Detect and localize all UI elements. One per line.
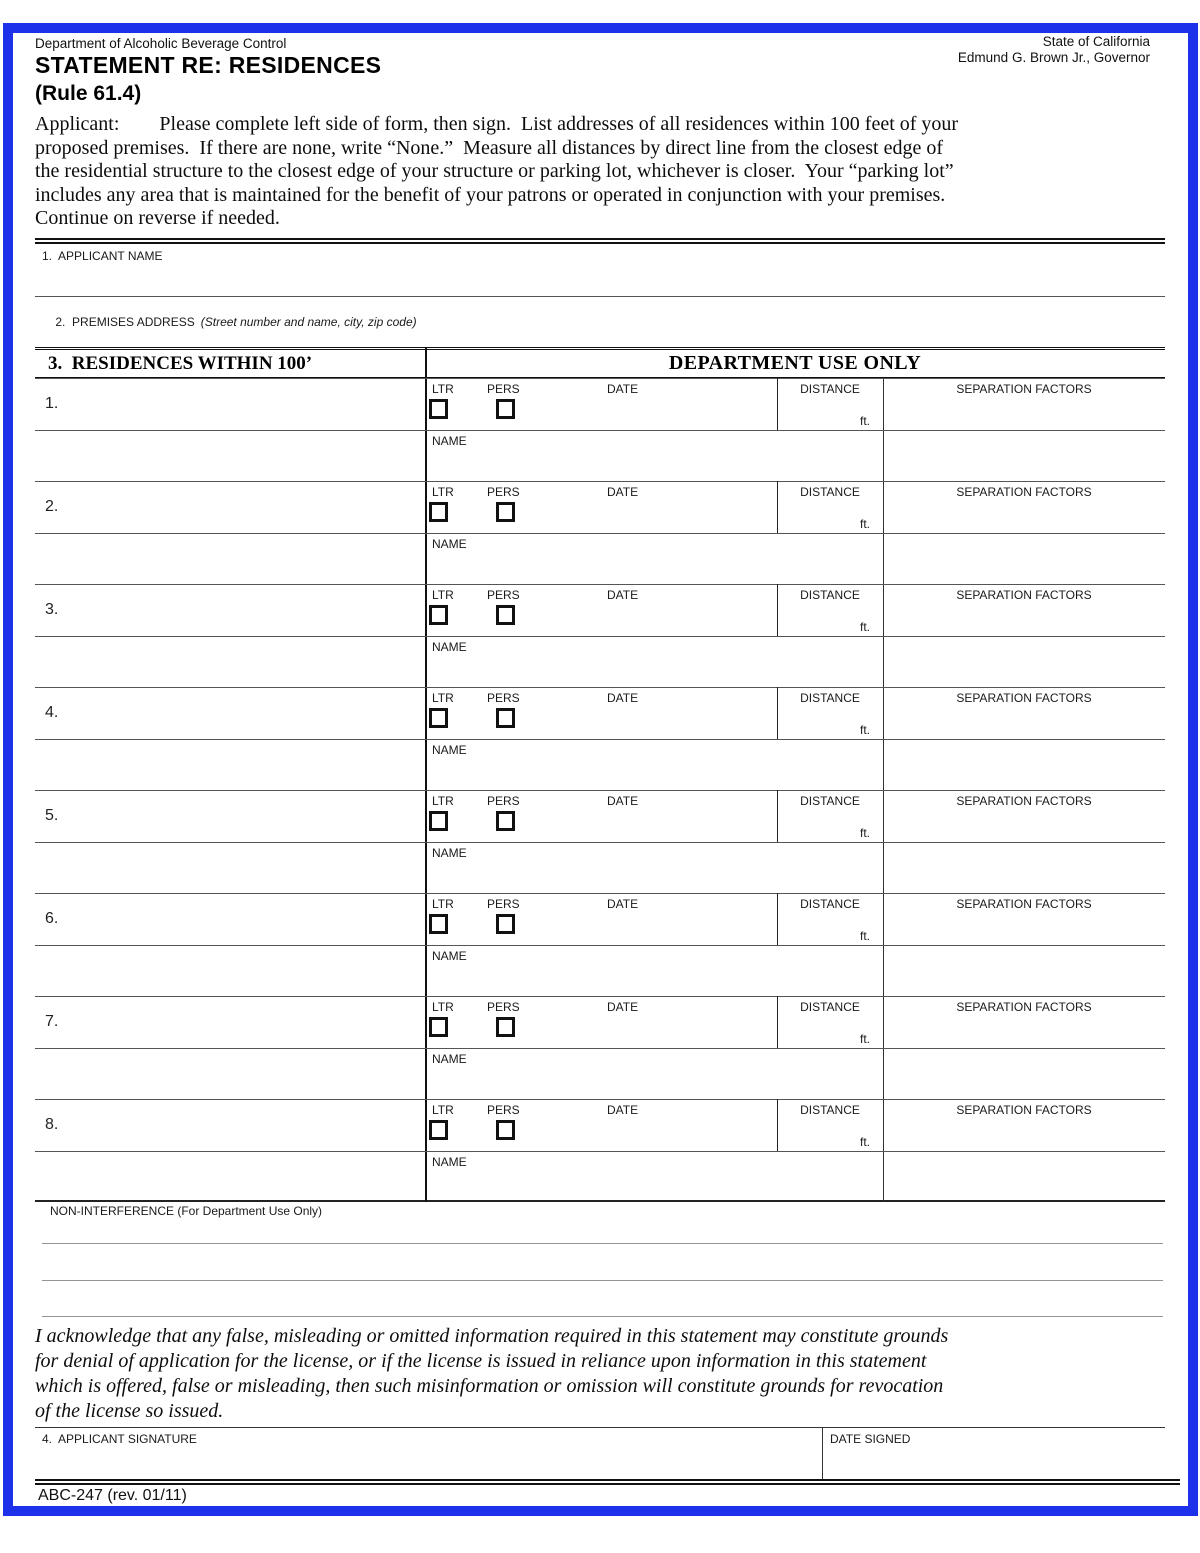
ltr-label: LTR <box>432 1103 454 1117</box>
row-6-name-field[interactable] <box>427 963 881 993</box>
row-1-date-field[interactable] <box>575 396 775 428</box>
residence-5-address-field[interactable] <box>35 792 422 891</box>
distance-label: DISTANCE <box>800 588 860 602</box>
residence-3-address-field[interactable] <box>35 586 422 685</box>
residence-row-number: 6. <box>45 910 59 927</box>
acknowledgment-line: which is offered, false or misleading, then such misinformation or omission will constitute grounds for revocation <box>35 1375 944 1397</box>
instructions-divider-rule <box>35 238 1165 244</box>
residence-row-3 <box>35 584 1165 687</box>
pers-checkbox[interactable] <box>496 811 515 831</box>
pers-checkbox[interactable] <box>496 399 515 419</box>
state-line: State of California <box>1042 34 1150 49</box>
governor-line: Edmund G. Brown Jr., Governor <box>957 50 1150 65</box>
premises-address-label-text: 2. PREMISES ADDRESS <box>55 315 195 329</box>
ltr-label: LTR <box>432 485 454 499</box>
row-4-separation-factors-field[interactable] <box>885 703 1163 787</box>
ltr-label: LTR <box>432 691 454 705</box>
page-title: STATEMENT RE: RESIDENCES <box>35 52 382 78</box>
name-label: NAME <box>432 434 467 448</box>
ltr-checkbox[interactable] <box>429 1017 448 1037</box>
row-8-name-field[interactable] <box>427 1169 881 1199</box>
non-interference-writing-line <box>42 1243 1163 1244</box>
row-5-name-field[interactable] <box>427 860 881 890</box>
rule-subtitle: (Rule 61.4) <box>35 82 142 105</box>
pers-label: PERS <box>487 485 520 499</box>
applicant-name-label: 1. APPLICANT NAME <box>42 249 163 263</box>
distance-label: DISTANCE <box>800 1000 860 1014</box>
date-distance-divider-segment <box>777 1099 778 1151</box>
ft-label: ft. <box>859 929 870 943</box>
row-5-separation-factors-field[interactable] <box>885 806 1163 890</box>
pers-label: PERS <box>487 897 520 911</box>
row-top-line <box>35 584 1165 585</box>
premises-address-hint: (Street number and name, city, zip code) <box>200 315 417 329</box>
date-label: DATE <box>607 1000 639 1014</box>
ltr-label: LTR <box>432 897 454 911</box>
ft-label: ft. <box>859 826 870 840</box>
ltr-checkbox[interactable] <box>429 502 448 522</box>
row-top-line <box>35 1099 1165 1100</box>
date-label: DATE <box>607 691 639 705</box>
separation-factors-label: SEPARATION FACTORS <box>956 1000 1092 1014</box>
residence-row-number: 3. <box>45 601 59 618</box>
separation-factors-label: SEPARATION FACTORS <box>956 485 1092 499</box>
pers-checkbox[interactable] <box>496 708 515 728</box>
footer-divider-rule <box>35 1479 1180 1485</box>
name-label: NAME <box>432 743 467 757</box>
date-label: DATE <box>607 897 639 911</box>
ltr-checkbox[interactable] <box>429 708 448 728</box>
row-8-distance-field[interactable] <box>779 1115 867 1135</box>
distance-label: DISTANCE <box>800 382 860 396</box>
pers-checkbox[interactable] <box>496 502 515 522</box>
non-interference-writing-line <box>42 1316 1163 1317</box>
separation-factors-label: SEPARATION FACTORS <box>956 794 1092 808</box>
residence-row-6 <box>35 893 1165 996</box>
distance-label: DISTANCE <box>800 485 860 499</box>
acknowledgment-text <box>35 1324 948 1424</box>
row-6-distance-field[interactable] <box>779 909 867 929</box>
date-label: DATE <box>607 794 639 808</box>
residence-row-2 <box>35 481 1165 584</box>
ltr-label: LTR <box>432 588 454 602</box>
date-distance-divider-segment <box>777 790 778 842</box>
residence-row-5 <box>35 790 1165 893</box>
row-7-separation-factors-field[interactable] <box>885 1012 1163 1096</box>
pers-checkbox[interactable] <box>496 1120 515 1140</box>
separation-factors-label: SEPARATION FACTORS <box>956 897 1092 911</box>
date-distance-divider-segment <box>777 893 778 945</box>
separation-factors-label: SEPARATION FACTORS <box>956 382 1092 396</box>
instructions-line: the residential structure to the closest edge of your structure or parking lot, whichever is closer. Your “parking lot” <box>35 160 954 182</box>
residence-6-address-field[interactable] <box>35 895 422 994</box>
signature-date-divider <box>822 1427 823 1479</box>
non-interference-label: NON-INTERFERENCE (For Department Use Only) <box>50 1204 323 1218</box>
row-3-separation-factors-field[interactable] <box>885 600 1163 684</box>
pers-checkbox[interactable] <box>496 605 515 625</box>
residence-row-number: 4. <box>45 704 59 721</box>
pers-label: PERS <box>487 1103 520 1117</box>
residence-row-number: 2. <box>45 498 59 515</box>
acknowledgment-line: I acknowledge that any false, misleading or omitted information required in this statement may constitute grounds <box>35 1325 949 1347</box>
residence-row-number: 5. <box>45 807 59 824</box>
date-signed-field[interactable] <box>825 1446 1165 1478</box>
date-distance-divider-segment <box>777 481 778 533</box>
row-2-date-field[interactable] <box>575 499 775 531</box>
separation-factors-label: SEPARATION FACTORS <box>956 1103 1092 1117</box>
row-4-date-field[interactable] <box>575 705 775 737</box>
row-7-name-field[interactable] <box>427 1066 881 1096</box>
premises-address-field[interactable] <box>35 315 1165 348</box>
date-distance-divider-segment <box>777 687 778 739</box>
applicant-signature-label: 4. APPLICANT SIGNATURE <box>42 1432 197 1446</box>
signature-box-top-line <box>35 1427 1165 1428</box>
date-signed-label: DATE SIGNED <box>830 1432 911 1446</box>
row-3-name-field[interactable] <box>427 654 881 684</box>
department-name: Department of Alcoholic Beverage Control <box>35 36 287 51</box>
ft-label: ft. <box>859 414 870 428</box>
row-top-line <box>35 893 1165 894</box>
row-4-name-field[interactable] <box>427 757 881 787</box>
ltr-checkbox[interactable] <box>429 399 448 419</box>
row-5-distance-field[interactable] <box>779 806 867 826</box>
row-2-separation-factors-field[interactable] <box>885 497 1163 581</box>
residence-row-number: 1. <box>45 395 59 412</box>
name-label: NAME <box>432 949 467 963</box>
row-5-date-field[interactable] <box>575 808 775 840</box>
date-distance-divider-segment <box>777 584 778 636</box>
distance-label: DISTANCE <box>800 691 860 705</box>
instructions-line: proposed premises. If there are none, write “None.” Measure all distances by direct line from the closest edge of <box>35 136 943 159</box>
non-interference-field[interactable] <box>42 1220 1163 1320</box>
name-label: NAME <box>432 1155 467 1169</box>
acknowledgment-line: of the license so issued. <box>35 1400 224 1422</box>
row-top-line <box>35 996 1165 997</box>
date-distance-divider-segment <box>777 996 778 1048</box>
non-interference-writing-line <box>42 1280 1163 1281</box>
pers-label: PERS <box>487 691 520 705</box>
row-top-line <box>35 481 1165 482</box>
pers-checkbox[interactable] <box>496 914 515 934</box>
row-3-date-field[interactable] <box>575 602 775 634</box>
ltr-checkbox[interactable] <box>429 605 448 625</box>
applicant-signature-field[interactable] <box>35 1446 820 1478</box>
acknowledgment-line: for denial of application for the license, or if the license is issued in reliance upon information in this statement <box>35 1350 927 1372</box>
ltr-label: LTR <box>432 382 454 396</box>
row-7-distance-field[interactable] <box>779 1012 867 1032</box>
separation-factors-label: SEPARATION FACTORS <box>956 588 1092 602</box>
pers-label: PERS <box>487 588 520 602</box>
residences-within-100-header: 3. RESIDENCES WITHIN 100’ <box>48 353 313 374</box>
row-1-name-field[interactable] <box>427 448 881 478</box>
pers-label: PERS <box>487 1000 520 1014</box>
row-6-date-field[interactable] <box>575 911 775 943</box>
row-1-separation-factors-field[interactable] <box>885 394 1163 478</box>
row-7-date-field[interactable] <box>575 1014 775 1046</box>
date-label: DATE <box>607 588 639 602</box>
residence-4-address-field[interactable] <box>35 689 422 788</box>
residence-2-address-field[interactable] <box>35 483 422 582</box>
name-label: NAME <box>432 537 467 551</box>
instructions-line: includes any area that is maintained for the benefit of your patrons or operated in conjunction with your premises. <box>35 183 946 206</box>
name-label: NAME <box>432 1052 467 1066</box>
row-4-distance-field[interactable] <box>779 703 867 723</box>
separation-factors-label: SEPARATION FACTORS <box>956 691 1092 705</box>
residence-row-number: 8. <box>45 1116 59 1133</box>
row-1-distance-field[interactable] <box>779 394 867 414</box>
residence-row-4 <box>35 687 1165 790</box>
residence-row-8 <box>35 1099 1165 1202</box>
distance-label: DISTANCE <box>800 1103 860 1117</box>
pers-label: PERS <box>487 794 520 808</box>
pers-label: PERS <box>487 382 520 396</box>
row-2-distance-field[interactable] <box>779 497 867 517</box>
ft-label: ft. <box>859 1135 870 1149</box>
applicant-instructions <box>35 113 958 231</box>
ft-label: ft. <box>859 517 870 531</box>
residence-row-1 <box>35 378 1165 481</box>
ft-label: ft. <box>859 1032 870 1046</box>
state-governor-block <box>958 34 1150 66</box>
residence-1-address-field[interactable] <box>35 380 422 479</box>
ltr-checkbox[interactable] <box>429 811 448 831</box>
residence-8-address-field[interactable] <box>35 1101 422 1200</box>
ltr-checkbox[interactable] <box>429 1120 448 1140</box>
instructions-line: Applicant: Please complete left side of form, then sign. List addresses of all residences within 100 feet of your <box>35 113 959 135</box>
ft-label: ft. <box>859 620 870 634</box>
ft-label: ft. <box>859 723 870 737</box>
name-label: NAME <box>432 640 467 654</box>
date-distance-divider-segment <box>777 378 778 430</box>
department-use-only-header: DEPARTMENT USE ONLY <box>668 352 922 374</box>
table-top-border <box>35 347 1165 350</box>
row-2-name-field[interactable] <box>427 551 881 581</box>
form-number: ABC-247 (rev. 01/11) <box>38 1487 187 1504</box>
date-label: DATE <box>607 382 639 396</box>
date-label: DATE <box>607 1103 639 1117</box>
ltr-label: LTR <box>432 794 454 808</box>
distance-label: DISTANCE <box>800 794 860 808</box>
row-8-separation-factors-field[interactable] <box>885 1115 1163 1199</box>
row-6-separation-factors-field[interactable] <box>885 909 1163 993</box>
residence-7-address-field[interactable] <box>35 998 422 1097</box>
row-3-distance-field[interactable] <box>779 600 867 620</box>
distance-label: DISTANCE <box>800 897 860 911</box>
pers-checkbox[interactable] <box>496 1017 515 1037</box>
residence-row-number: 7. <box>45 1013 59 1030</box>
row-top-line <box>35 687 1165 688</box>
applicant-name-bottom-line <box>35 296 1165 297</box>
ltr-checkbox[interactable] <box>429 914 448 934</box>
applicant-name-field[interactable] <box>35 262 1165 295</box>
ltr-label: LTR <box>432 1000 454 1014</box>
row-top-line <box>35 790 1165 791</box>
name-label: NAME <box>432 846 467 860</box>
date-label: DATE <box>607 485 639 499</box>
instructions-line: Continue on reverse if needed. <box>35 207 280 229</box>
row-top-line <box>35 378 1165 379</box>
residence-row-7 <box>35 996 1165 1099</box>
row-8-date-field[interactable] <box>575 1117 775 1149</box>
